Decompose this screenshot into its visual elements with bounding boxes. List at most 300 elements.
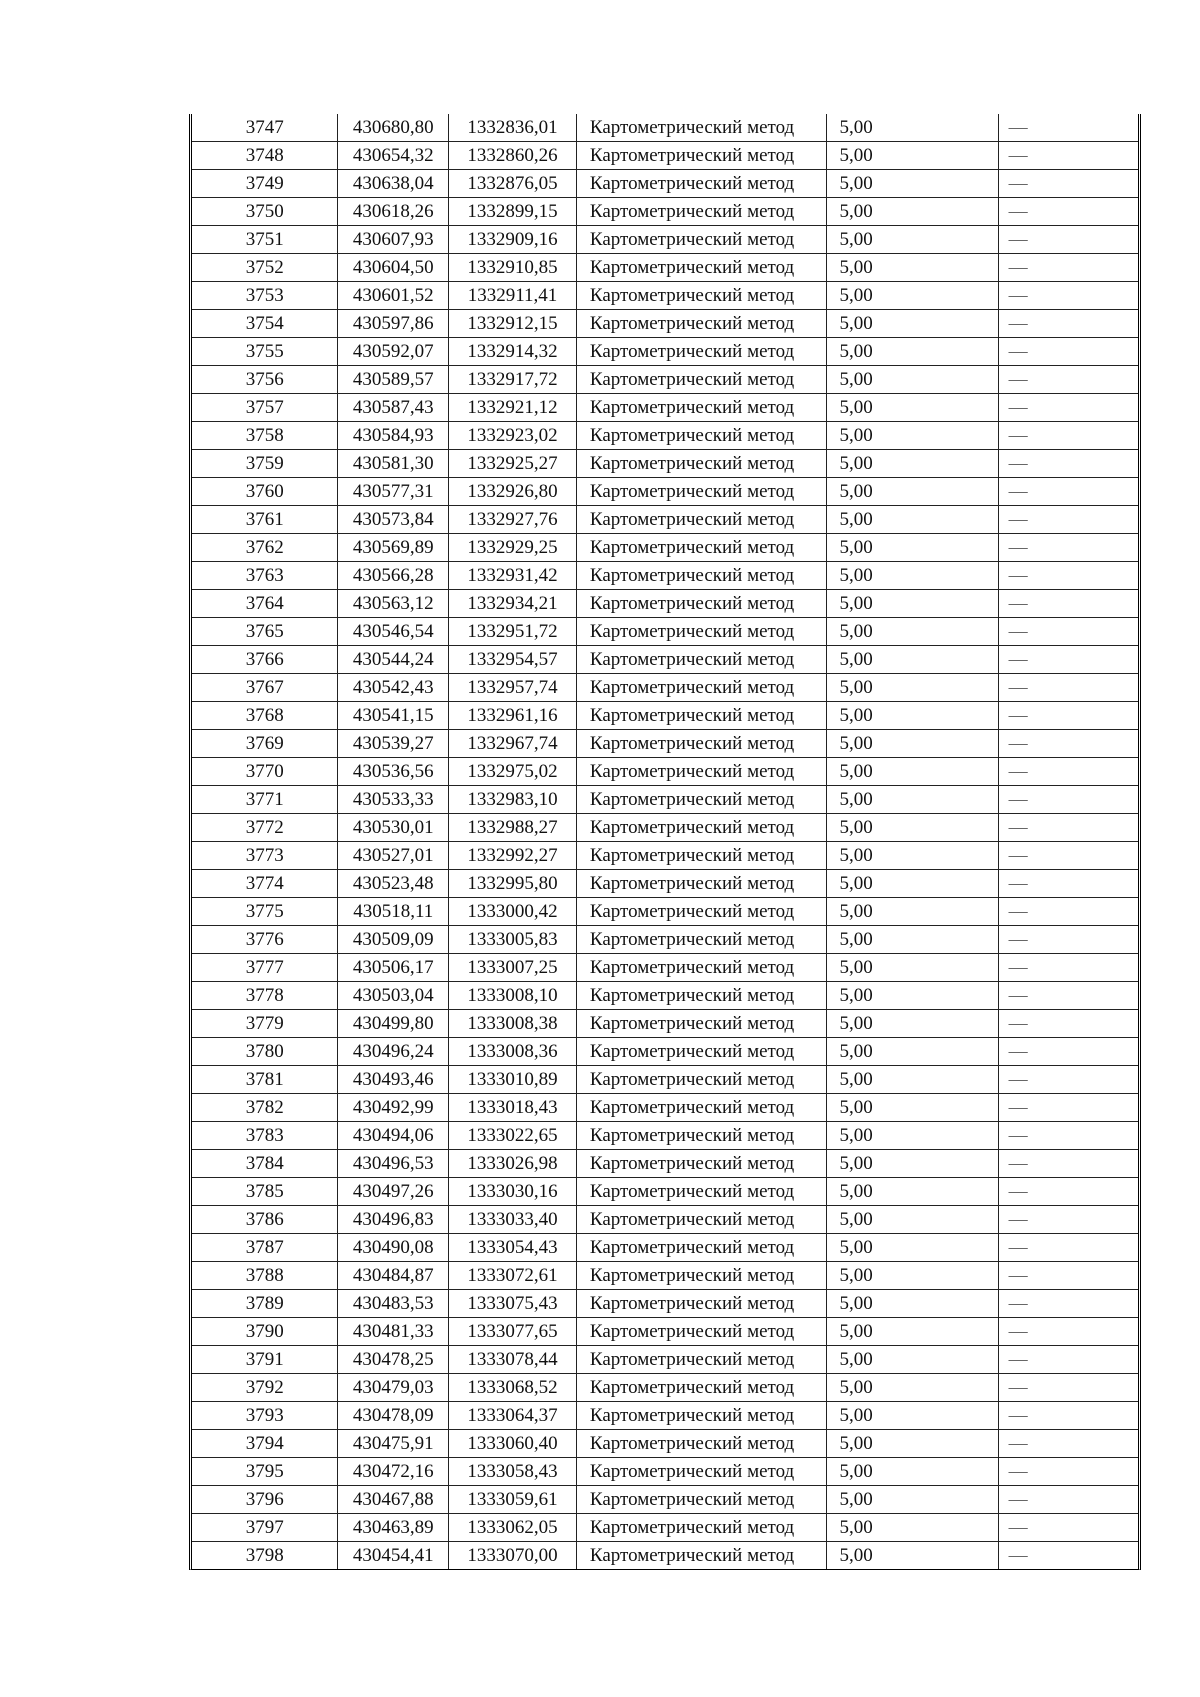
- y-coordinate-cell: 1332992,27: [449, 842, 577, 870]
- note-cell: —: [998, 1038, 1138, 1066]
- x-coordinate-cell: 430589,57: [338, 366, 449, 394]
- table-row: [192, 954, 1138, 982]
- x-coordinate-cell: 430454,41: [338, 1542, 449, 1570]
- accuracy-cell: 5,00: [827, 590, 998, 618]
- note-cell: —: [998, 1318, 1138, 1346]
- y-coordinate-cell: 1332983,10: [449, 786, 577, 814]
- y-coordinate-cell: 1332836,01: [449, 114, 577, 142]
- y-coordinate-cell: 1332929,25: [449, 534, 577, 562]
- coordinates-table: [192, 114, 1138, 1569]
- point-number-cell: 3767: [192, 674, 338, 702]
- point-number-cell: 3792: [192, 1374, 338, 1402]
- method-cell: Картометрический метод: [576, 870, 827, 898]
- y-coordinate-cell: 1333018,43: [449, 1094, 577, 1122]
- point-number-cell: 3772: [192, 814, 338, 842]
- table-row: [192, 338, 1138, 366]
- table-row: [192, 534, 1138, 562]
- table-row: [192, 198, 1138, 226]
- point-number-cell: 3788: [192, 1262, 338, 1290]
- accuracy-cell: 5,00: [827, 926, 998, 954]
- point-number-cell: 3794: [192, 1430, 338, 1458]
- y-coordinate-cell: 1333054,43: [449, 1234, 577, 1262]
- accuracy-cell: 5,00: [827, 170, 998, 198]
- method-cell: Картометрический метод: [576, 1430, 827, 1458]
- coordinates-table-container: [189, 114, 1141, 1570]
- accuracy-cell: 5,00: [827, 338, 998, 366]
- x-coordinate-cell: 430542,43: [338, 674, 449, 702]
- method-cell: Картометрический метод: [576, 254, 827, 282]
- accuracy-cell: 5,00: [827, 646, 998, 674]
- table-row: [192, 254, 1138, 282]
- accuracy-cell: 5,00: [827, 1318, 998, 1346]
- y-coordinate-cell: 1333000,42: [449, 898, 577, 926]
- note-cell: —: [998, 674, 1138, 702]
- method-cell: Картометрический метод: [576, 1122, 827, 1150]
- x-coordinate-cell: 430569,89: [338, 534, 449, 562]
- method-cell: Картометрический метод: [576, 338, 827, 366]
- table-row: [192, 1514, 1138, 1542]
- note-cell: —: [998, 1290, 1138, 1318]
- accuracy-cell: 5,00: [827, 1486, 998, 1514]
- table-row: [192, 310, 1138, 338]
- y-coordinate-cell: 1332926,80: [449, 478, 577, 506]
- table-row: [192, 674, 1138, 702]
- note-cell: —: [998, 366, 1138, 394]
- table-row: [192, 898, 1138, 926]
- x-coordinate-cell: 430478,25: [338, 1346, 449, 1374]
- method-cell: Картометрический метод: [576, 926, 827, 954]
- table-row: [192, 1178, 1138, 1206]
- accuracy-cell: 5,00: [827, 534, 998, 562]
- note-cell: —: [998, 702, 1138, 730]
- note-cell: —: [998, 1430, 1138, 1458]
- note-cell: —: [998, 1346, 1138, 1374]
- accuracy-cell: 5,00: [827, 674, 998, 702]
- accuracy-cell: 5,00: [827, 954, 998, 982]
- x-coordinate-cell: 430654,32: [338, 142, 449, 170]
- table-row: [192, 1290, 1138, 1318]
- table-row: [192, 1262, 1138, 1290]
- x-coordinate-cell: 430592,07: [338, 338, 449, 366]
- x-coordinate-cell: 430497,26: [338, 1178, 449, 1206]
- note-cell: —: [998, 926, 1138, 954]
- x-coordinate-cell: 430478,09: [338, 1402, 449, 1430]
- table-row: [192, 814, 1138, 842]
- point-number-cell: 3762: [192, 534, 338, 562]
- note-cell: —: [998, 1514, 1138, 1542]
- table-row: [192, 646, 1138, 674]
- y-coordinate-cell: 1332921,12: [449, 394, 577, 422]
- y-coordinate-cell: 1332925,27: [449, 450, 577, 478]
- x-coordinate-cell: 430527,01: [338, 842, 449, 870]
- note-cell: —: [998, 282, 1138, 310]
- method-cell: Картометрический метод: [576, 450, 827, 478]
- accuracy-cell: 5,00: [827, 366, 998, 394]
- table-row: [192, 114, 1138, 142]
- point-number-cell: 3756: [192, 366, 338, 394]
- y-coordinate-cell: 1333072,61: [449, 1262, 577, 1290]
- point-number-cell: 3759: [192, 450, 338, 478]
- x-coordinate-cell: 430523,48: [338, 870, 449, 898]
- point-number-cell: 3777: [192, 954, 338, 982]
- point-number-cell: 3768: [192, 702, 338, 730]
- point-number-cell: 3750: [192, 198, 338, 226]
- table-row: [192, 926, 1138, 954]
- note-cell: —: [998, 254, 1138, 282]
- accuracy-cell: 5,00: [827, 142, 998, 170]
- table-row: [192, 562, 1138, 590]
- y-coordinate-cell: 1333010,89: [449, 1066, 577, 1094]
- y-coordinate-cell: 1332988,27: [449, 814, 577, 842]
- accuracy-cell: 5,00: [827, 786, 998, 814]
- point-number-cell: 3773: [192, 842, 338, 870]
- note-cell: —: [998, 310, 1138, 338]
- point-number-cell: 3764: [192, 590, 338, 618]
- note-cell: —: [998, 1234, 1138, 1262]
- accuracy-cell: 5,00: [827, 982, 998, 1010]
- table-row: [192, 450, 1138, 478]
- method-cell: Картометрический метод: [576, 898, 827, 926]
- x-coordinate-cell: 430518,11: [338, 898, 449, 926]
- method-cell: Картометрический метод: [576, 786, 827, 814]
- note-cell: —: [998, 982, 1138, 1010]
- note-cell: —: [998, 114, 1138, 142]
- note-cell: —: [998, 618, 1138, 646]
- y-coordinate-cell: 1332961,16: [449, 702, 577, 730]
- x-coordinate-cell: 430494,06: [338, 1122, 449, 1150]
- point-number-cell: 3771: [192, 786, 338, 814]
- method-cell: Картометрический метод: [576, 1458, 827, 1486]
- method-cell: Картометрический метод: [576, 1542, 827, 1570]
- x-coordinate-cell: 430541,15: [338, 702, 449, 730]
- accuracy-cell: 5,00: [827, 114, 998, 142]
- y-coordinate-cell: 1332923,02: [449, 422, 577, 450]
- y-coordinate-cell: 1333022,65: [449, 1122, 577, 1150]
- note-cell: —: [998, 954, 1138, 982]
- x-coordinate-cell: 430604,50: [338, 254, 449, 282]
- method-cell: Картометрический метод: [576, 478, 827, 506]
- x-coordinate-cell: 430638,04: [338, 170, 449, 198]
- point-number-cell: 3757: [192, 394, 338, 422]
- method-cell: Картометрический метод: [576, 1318, 827, 1346]
- table-row: [192, 1346, 1138, 1374]
- y-coordinate-cell: 1332995,80: [449, 870, 577, 898]
- y-coordinate-cell: 1332914,32: [449, 338, 577, 366]
- accuracy-cell: 5,00: [827, 730, 998, 758]
- method-cell: Картометрический метод: [576, 142, 827, 170]
- point-number-cell: 3769: [192, 730, 338, 758]
- x-coordinate-cell: 430490,08: [338, 1234, 449, 1262]
- y-coordinate-cell: 1332909,16: [449, 226, 577, 254]
- y-coordinate-cell: 1332967,74: [449, 730, 577, 758]
- note-cell: —: [998, 562, 1138, 590]
- method-cell: Картометрический метод: [576, 1094, 827, 1122]
- x-coordinate-cell: 430607,93: [338, 226, 449, 254]
- method-cell: Картометрический метод: [576, 1290, 827, 1318]
- point-number-cell: 3770: [192, 758, 338, 786]
- accuracy-cell: 5,00: [827, 1150, 998, 1178]
- note-cell: —: [998, 534, 1138, 562]
- y-coordinate-cell: 1333030,16: [449, 1178, 577, 1206]
- point-number-cell: 3755: [192, 338, 338, 366]
- note-cell: —: [998, 1066, 1138, 1094]
- point-number-cell: 3781: [192, 1066, 338, 1094]
- table-row: [192, 366, 1138, 394]
- accuracy-cell: 5,00: [827, 618, 998, 646]
- point-number-cell: 3796: [192, 1486, 338, 1514]
- x-coordinate-cell: 430587,43: [338, 394, 449, 422]
- y-coordinate-cell: 1332911,41: [449, 282, 577, 310]
- x-coordinate-cell: 430544,24: [338, 646, 449, 674]
- note-cell: —: [998, 758, 1138, 786]
- point-number-cell: 3774: [192, 870, 338, 898]
- point-number-cell: 3761: [192, 506, 338, 534]
- table-row: [192, 1374, 1138, 1402]
- accuracy-cell: 5,00: [827, 1514, 998, 1542]
- table-row: [192, 1122, 1138, 1150]
- note-cell: —: [998, 338, 1138, 366]
- x-coordinate-cell: 430509,09: [338, 926, 449, 954]
- point-number-cell: 3798: [192, 1542, 338, 1570]
- method-cell: Картометрический метод: [576, 170, 827, 198]
- point-number-cell: 3780: [192, 1038, 338, 1066]
- x-coordinate-cell: 430680,80: [338, 114, 449, 142]
- accuracy-cell: 5,00: [827, 1374, 998, 1402]
- point-number-cell: 3747: [192, 114, 338, 142]
- point-number-cell: 3783: [192, 1122, 338, 1150]
- note-cell: —: [998, 842, 1138, 870]
- method-cell: Картометрический метод: [576, 394, 827, 422]
- x-coordinate-cell: 430573,84: [338, 506, 449, 534]
- x-coordinate-cell: 430496,53: [338, 1150, 449, 1178]
- point-number-cell: 3784: [192, 1150, 338, 1178]
- x-coordinate-cell: 430496,83: [338, 1206, 449, 1234]
- table-row: [192, 506, 1138, 534]
- x-coordinate-cell: 430577,31: [338, 478, 449, 506]
- x-coordinate-cell: 430503,04: [338, 982, 449, 1010]
- note-cell: —: [998, 1486, 1138, 1514]
- point-number-cell: 3790: [192, 1318, 338, 1346]
- table-row: [192, 1234, 1138, 1262]
- y-coordinate-cell: 1332954,57: [449, 646, 577, 674]
- y-coordinate-cell: 1332912,15: [449, 310, 577, 338]
- note-cell: —: [998, 450, 1138, 478]
- table-row: [192, 1038, 1138, 1066]
- table-body: [192, 114, 1138, 1569]
- y-coordinate-cell: 1333064,37: [449, 1402, 577, 1430]
- note-cell: —: [998, 646, 1138, 674]
- method-cell: Картометрический метод: [576, 282, 827, 310]
- table-row: [192, 702, 1138, 730]
- method-cell: Картометрический метод: [576, 1234, 827, 1262]
- accuracy-cell: 5,00: [827, 1542, 998, 1570]
- point-number-cell: 3763: [192, 562, 338, 590]
- y-coordinate-cell: 1332876,05: [449, 170, 577, 198]
- accuracy-cell: 5,00: [827, 842, 998, 870]
- table-row: [192, 1318, 1138, 1346]
- x-coordinate-cell: 430472,16: [338, 1458, 449, 1486]
- table-row: [192, 226, 1138, 254]
- table-row: [192, 394, 1138, 422]
- method-cell: Картометрический метод: [576, 1206, 827, 1234]
- y-coordinate-cell: 1333060,40: [449, 1430, 577, 1458]
- y-coordinate-cell: 1332934,21: [449, 590, 577, 618]
- accuracy-cell: 5,00: [827, 1346, 998, 1374]
- y-coordinate-cell: 1333078,44: [449, 1346, 577, 1374]
- point-number-cell: 3749: [192, 170, 338, 198]
- y-coordinate-cell: 1333059,61: [449, 1486, 577, 1514]
- table-row: [192, 170, 1138, 198]
- table-row: [192, 1206, 1138, 1234]
- point-number-cell: 3787: [192, 1234, 338, 1262]
- point-number-cell: 3766: [192, 646, 338, 674]
- method-cell: Картометрический метод: [576, 1262, 827, 1290]
- method-cell: Картометрический метод: [576, 702, 827, 730]
- table-row: [192, 842, 1138, 870]
- note-cell: —: [998, 226, 1138, 254]
- accuracy-cell: 5,00: [827, 450, 998, 478]
- method-cell: Картометрический метод: [576, 954, 827, 982]
- method-cell: Картометрический метод: [576, 1402, 827, 1430]
- y-coordinate-cell: 1332910,85: [449, 254, 577, 282]
- point-number-cell: 3778: [192, 982, 338, 1010]
- y-coordinate-cell: 1332975,02: [449, 758, 577, 786]
- point-number-cell: 3775: [192, 898, 338, 926]
- table-row: [192, 142, 1138, 170]
- x-coordinate-cell: 430484,87: [338, 1262, 449, 1290]
- note-cell: —: [998, 394, 1138, 422]
- x-coordinate-cell: 430467,88: [338, 1486, 449, 1514]
- note-cell: —: [998, 1206, 1138, 1234]
- x-coordinate-cell: 430483,53: [338, 1290, 449, 1318]
- method-cell: Картометрический метод: [576, 422, 827, 450]
- table-row: [192, 1402, 1138, 1430]
- method-cell: Картометрический метод: [576, 674, 827, 702]
- note-cell: —: [998, 1374, 1138, 1402]
- method-cell: Картометрический метод: [576, 198, 827, 226]
- note-cell: —: [998, 590, 1138, 618]
- note-cell: —: [998, 142, 1138, 170]
- x-coordinate-cell: 430492,99: [338, 1094, 449, 1122]
- method-cell: Картометрический метод: [576, 1178, 827, 1206]
- y-coordinate-cell: 1332927,76: [449, 506, 577, 534]
- method-cell: Картометрический метод: [576, 842, 827, 870]
- note-cell: —: [998, 198, 1138, 226]
- accuracy-cell: 5,00: [827, 394, 998, 422]
- accuracy-cell: 5,00: [827, 1178, 998, 1206]
- x-coordinate-cell: 430618,26: [338, 198, 449, 226]
- point-number-cell: 3791: [192, 1346, 338, 1374]
- method-cell: Картометрический метод: [576, 366, 827, 394]
- method-cell: Картометрический метод: [576, 1010, 827, 1038]
- y-coordinate-cell: 1332917,72: [449, 366, 577, 394]
- table-row: [192, 1430, 1138, 1458]
- note-cell: —: [998, 870, 1138, 898]
- point-number-cell: 3760: [192, 478, 338, 506]
- point-number-cell: 3776: [192, 926, 338, 954]
- y-coordinate-cell: 1333062,05: [449, 1514, 577, 1542]
- x-coordinate-cell: 430533,33: [338, 786, 449, 814]
- y-coordinate-cell: 1333008,10: [449, 982, 577, 1010]
- note-cell: —: [998, 1094, 1138, 1122]
- point-number-cell: 3785: [192, 1178, 338, 1206]
- x-coordinate-cell: 430481,33: [338, 1318, 449, 1346]
- y-coordinate-cell: 1332899,15: [449, 198, 577, 226]
- x-coordinate-cell: 430475,91: [338, 1430, 449, 1458]
- y-coordinate-cell: 1333008,38: [449, 1010, 577, 1038]
- x-coordinate-cell: 430530,01: [338, 814, 449, 842]
- method-cell: Картометрический метод: [576, 1486, 827, 1514]
- accuracy-cell: 5,00: [827, 702, 998, 730]
- point-number-cell: 3765: [192, 618, 338, 646]
- method-cell: Картометрический метод: [576, 618, 827, 646]
- x-coordinate-cell: 430597,86: [338, 310, 449, 338]
- y-coordinate-cell: 1333008,36: [449, 1038, 577, 1066]
- table-row: [192, 590, 1138, 618]
- point-number-cell: 3748: [192, 142, 338, 170]
- accuracy-cell: 5,00: [827, 1458, 998, 1486]
- y-coordinate-cell: 1332957,74: [449, 674, 577, 702]
- accuracy-cell: 5,00: [827, 282, 998, 310]
- note-cell: —: [998, 1262, 1138, 1290]
- note-cell: —: [998, 814, 1138, 842]
- accuracy-cell: 5,00: [827, 814, 998, 842]
- point-number-cell: 3789: [192, 1290, 338, 1318]
- method-cell: Картометрический метод: [576, 310, 827, 338]
- table-row: [192, 1458, 1138, 1486]
- note-cell: —: [998, 1178, 1138, 1206]
- x-coordinate-cell: 430539,27: [338, 730, 449, 758]
- table-row: [192, 1486, 1138, 1514]
- accuracy-cell: 5,00: [827, 1430, 998, 1458]
- table-row: [192, 1150, 1138, 1178]
- note-cell: —: [998, 1402, 1138, 1430]
- point-number-cell: 3752: [192, 254, 338, 282]
- method-cell: Картометрический метод: [576, 534, 827, 562]
- x-coordinate-cell: 430581,30: [338, 450, 449, 478]
- table-row: [192, 422, 1138, 450]
- y-coordinate-cell: 1333026,98: [449, 1150, 577, 1178]
- method-cell: Картометрический метод: [576, 814, 827, 842]
- note-cell: —: [998, 1150, 1138, 1178]
- note-cell: —: [998, 1542, 1138, 1570]
- point-number-cell: 3782: [192, 1094, 338, 1122]
- point-number-cell: 3751: [192, 226, 338, 254]
- point-number-cell: 3754: [192, 310, 338, 338]
- accuracy-cell: 5,00: [827, 1262, 998, 1290]
- accuracy-cell: 5,00: [827, 254, 998, 282]
- method-cell: Картометрический метод: [576, 646, 827, 674]
- x-coordinate-cell: 430546,54: [338, 618, 449, 646]
- accuracy-cell: 5,00: [827, 226, 998, 254]
- point-number-cell: 3779: [192, 1010, 338, 1038]
- method-cell: Картометрический метод: [576, 758, 827, 786]
- y-coordinate-cell: 1332951,72: [449, 618, 577, 646]
- table-row: [192, 982, 1138, 1010]
- accuracy-cell: 5,00: [827, 1066, 998, 1094]
- method-cell: Картометрический метод: [576, 1066, 827, 1094]
- table-row: [192, 786, 1138, 814]
- note-cell: —: [998, 898, 1138, 926]
- y-coordinate-cell: 1332860,26: [449, 142, 577, 170]
- table-row: [192, 1094, 1138, 1122]
- method-cell: Картометрический метод: [576, 1150, 827, 1178]
- table-row: [192, 618, 1138, 646]
- method-cell: Картометрический метод: [576, 730, 827, 758]
- point-number-cell: 3797: [192, 1514, 338, 1542]
- accuracy-cell: 5,00: [827, 478, 998, 506]
- accuracy-cell: 5,00: [827, 1038, 998, 1066]
